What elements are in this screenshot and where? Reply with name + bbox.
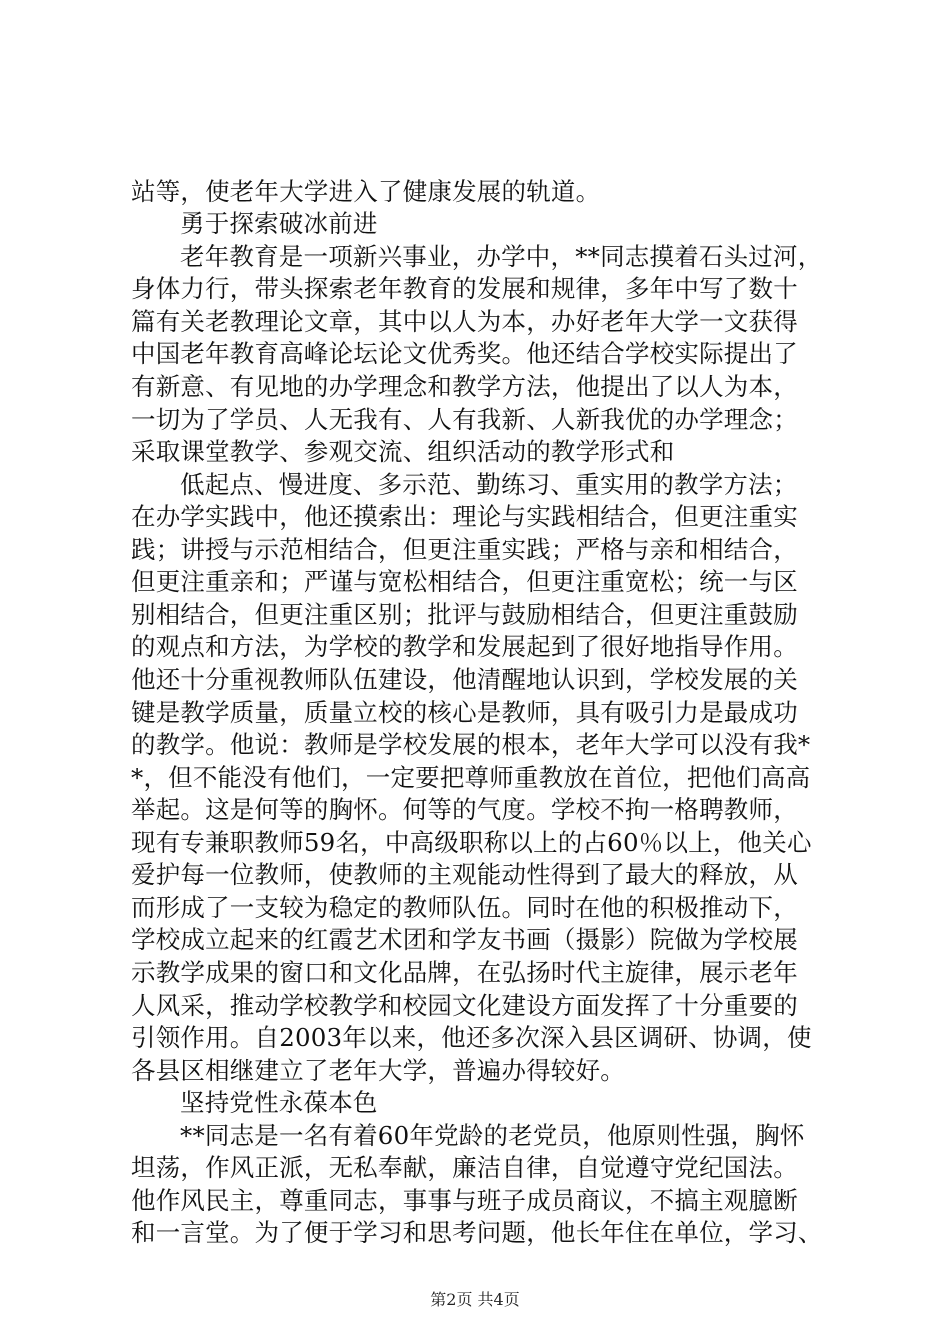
text-line: 有新意、有见地的办学理念和教学方法，他提出了以人为本， xyxy=(131,372,798,401)
text-line: 爱护每一位教师，使教师的主观能动性得到了最大的释放，从 xyxy=(131,860,798,889)
section-heading: 坚持党性永葆本色 xyxy=(180,1088,378,1117)
text-line: 践；讲授与示范相结合，但更注重实践；严格与亲和相结合， xyxy=(131,535,798,564)
text-line: 示教学成果的窗口和文化品牌，在弘扬时代主旋律，展示老年 xyxy=(131,958,798,987)
text-line: 人风采，推动学校教学和校园文化建设方面发挥了十分重要的 xyxy=(131,991,798,1020)
text-line: *，但不能没有他们，一定要把尊师重教放在首位，把他们高高 xyxy=(131,763,811,792)
text-line: 学校成立起来的红霞艺术团和学友书画（摄影）院做为学校展 xyxy=(131,925,798,954)
text-line: 身体力行，带头探索老年教育的发展和规律，多年中写了数十 xyxy=(131,274,798,303)
section-heading: 勇于探索破冰前进 xyxy=(180,209,378,238)
text-line: 篇有关老教理论文章，其中以人为本，办好老年大学一文获得 xyxy=(131,307,798,336)
text-line: 而形成了一支较为稳定的教师队伍。同时在他的积极推动下， xyxy=(131,893,798,922)
text-line: 别相结合，但更注重区别；批评与鼓励相结合，但更注重鼓励 xyxy=(131,600,798,629)
text-line: 低起点、慢进度、多示范、勤练习、重实用的教学方法； xyxy=(180,470,798,499)
text-line: 键是教学质量，质量立校的核心是教师，具有吸引力是最成功 xyxy=(131,698,798,727)
text-line: 坦荡，作风正派，无私奉献，廉洁自律，自觉遵守党纪国法。 xyxy=(131,1153,798,1182)
text-line: 各县区相继建立了老年大学，普遍办得较好。 xyxy=(131,1056,625,1085)
text-line: 站等，使老年大学进入了健康发展的轨道。 xyxy=(131,177,601,206)
text-line: 举起。这是何等的胸怀。何等的气度。学校不拘一格聘教师， xyxy=(131,795,798,824)
text-line: 他作风民主，尊重同志，事事与班子成员商议，不搞主观臆断 xyxy=(131,1186,798,1215)
text-line: 在办学实践中，他还摸索出：理论与实践相结合，但更注重实 xyxy=(131,502,798,531)
page-footer: 第2页 共4页 xyxy=(430,1290,520,1309)
text-line: 中国老年教育高峰论坛论文优秀奖。他还结合学校实际提出了 xyxy=(131,339,798,368)
text-line: 和一言堂。为了便于学习和思考问题，他长年住在单位，学习、 xyxy=(131,1218,823,1247)
text-line: 现有专兼职教师59名，中高级职称以上的占60％以上，他关心 xyxy=(131,828,812,857)
text-line: 一切为了学员、人无我有、人有我新、人新我优的办学理念； xyxy=(131,405,798,434)
text-line: 老年教育是一项新兴事业，办学中，**同志摸着石头过河， xyxy=(180,242,823,271)
text-line: 引领作用。自2003年以来，他还多次深入县区调研、协调，使 xyxy=(131,1023,812,1052)
text-line: **同志是一名有着60年党龄的老党员，他原则性强，胸怀 xyxy=(180,1121,805,1150)
text-line: 的教学。他说：教师是学校发展的根本，老年大学可以没有我* xyxy=(131,730,811,759)
text-line: 但更注重亲和；严谨与宽松相结合，但更注重宽松；统一与区 xyxy=(131,567,798,596)
text-line: 他还十分重视教师队伍建设，他清醒地认识到，学校发展的关 xyxy=(131,665,798,694)
text-line: 采取课堂教学、参观交流、组织活动的教学形式和 xyxy=(131,437,675,466)
text-line: 的观点和方法，为学校的教学和发展起到了很好地指导作用。 xyxy=(131,632,798,661)
